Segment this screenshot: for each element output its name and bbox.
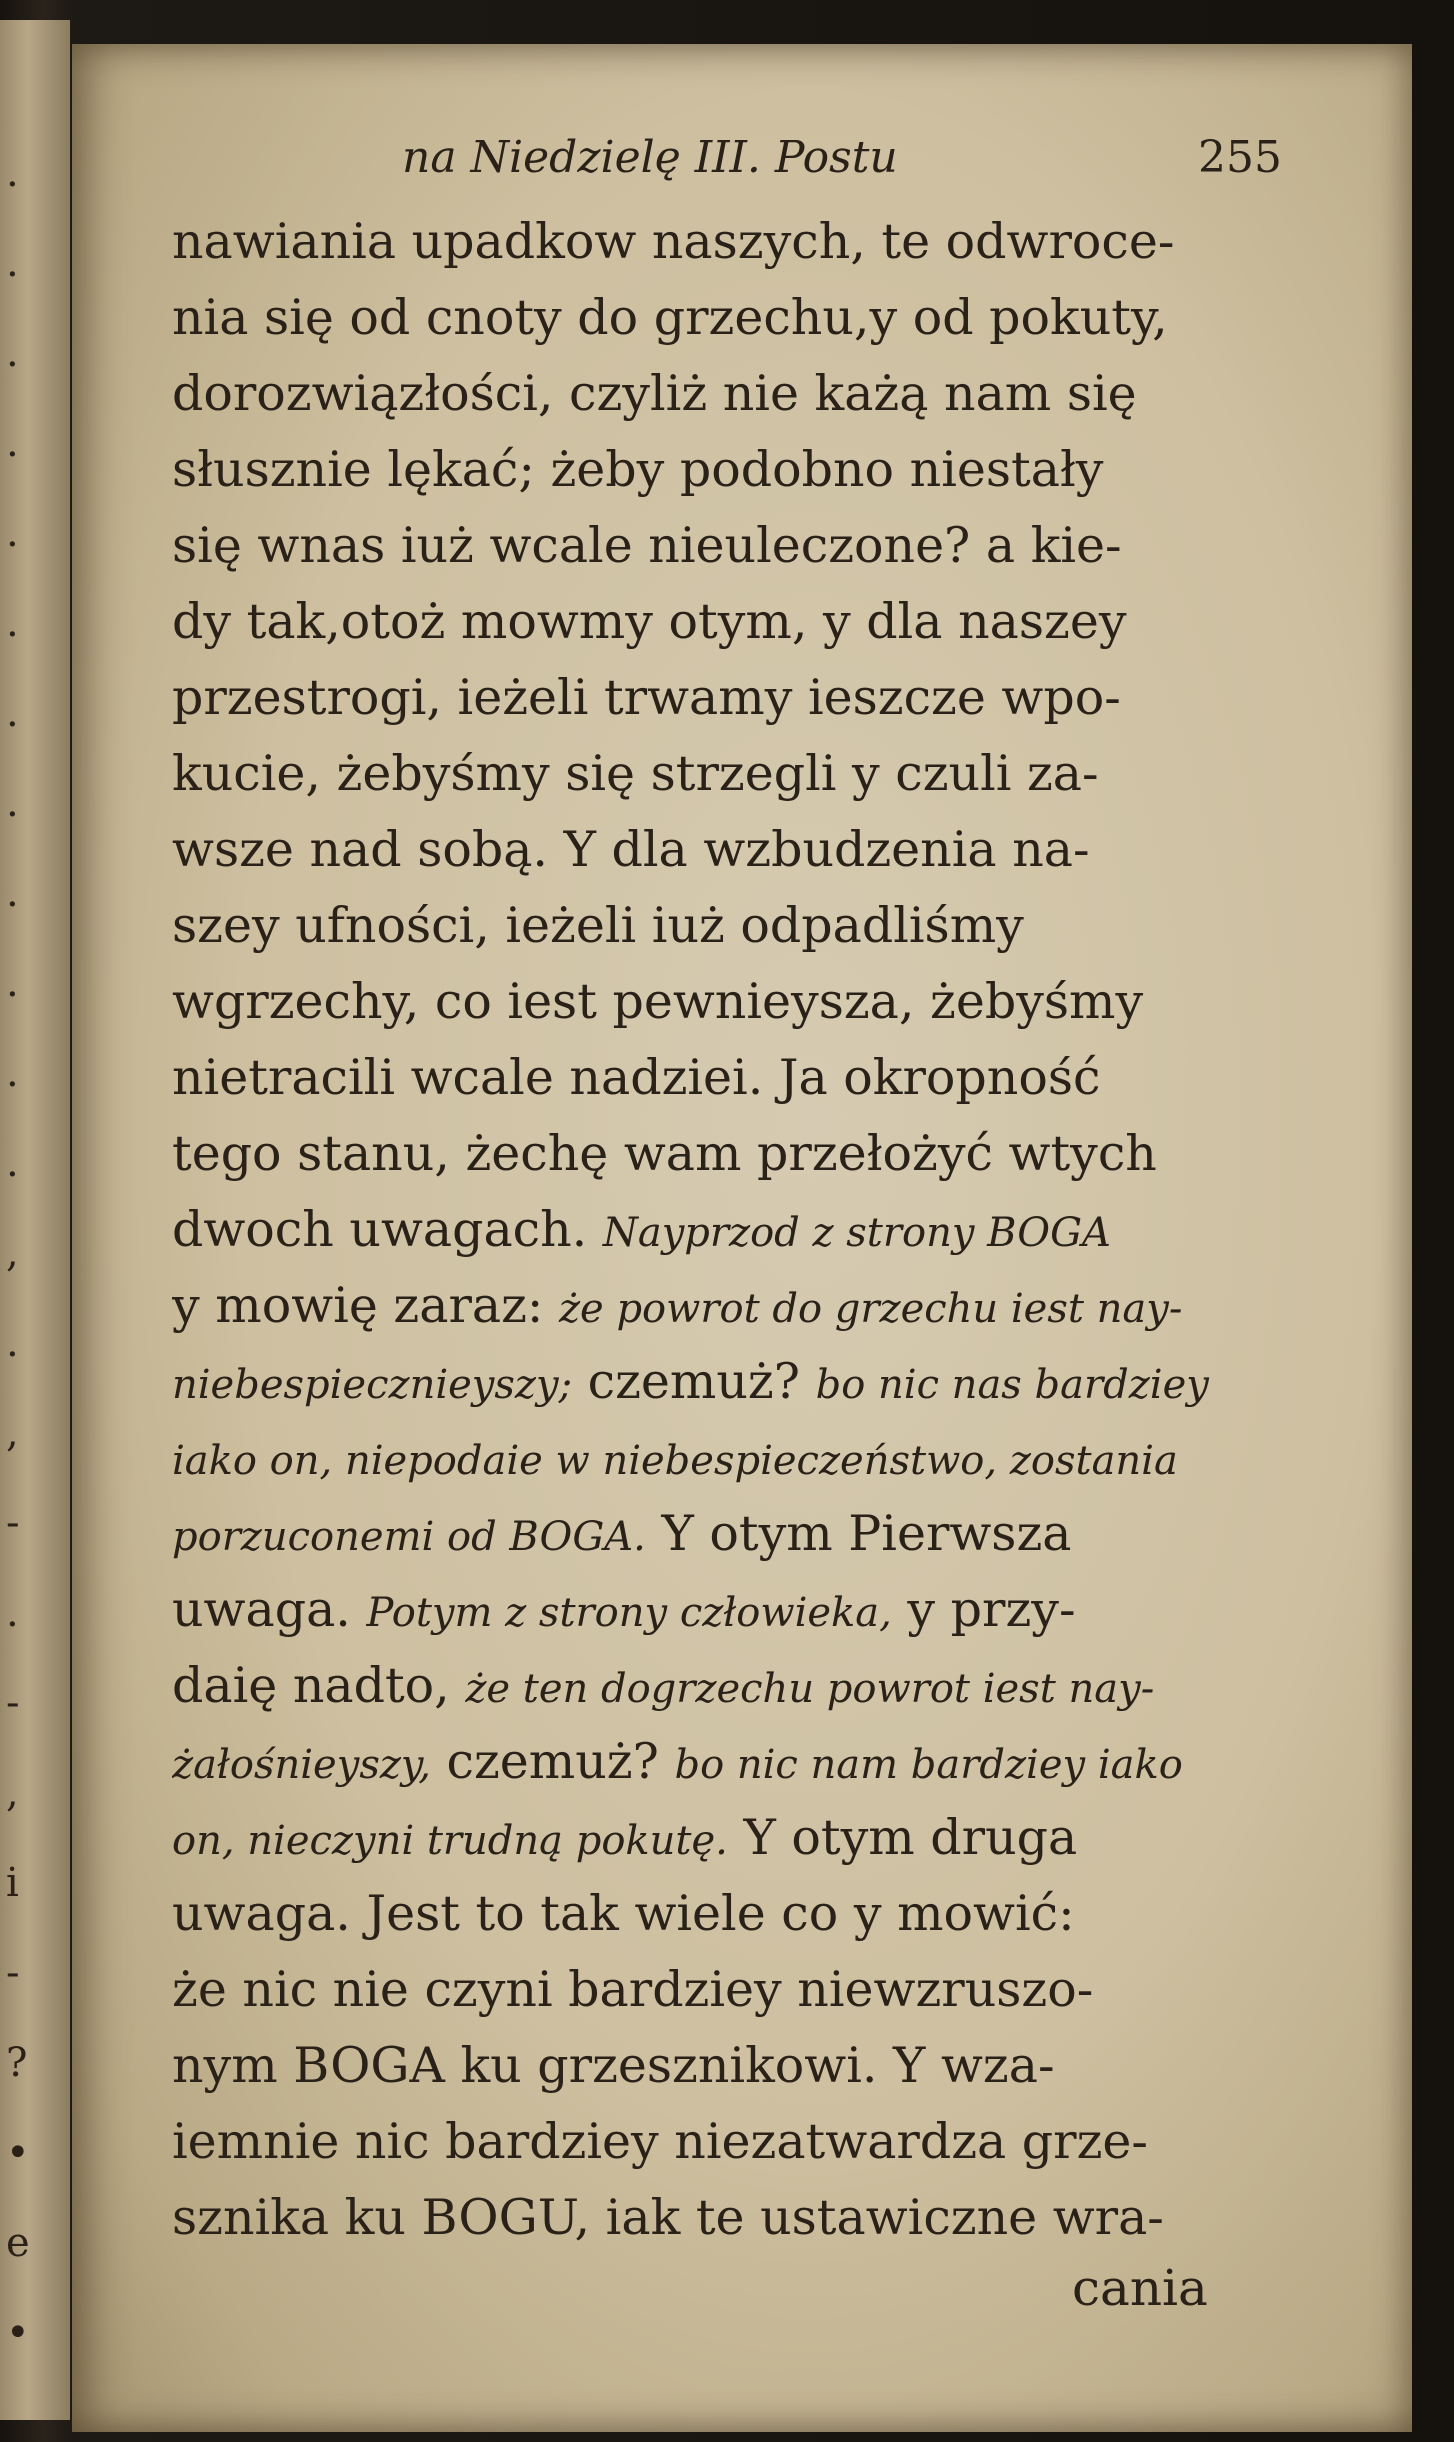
text-line — [172, 888, 1372, 964]
italic-segment: że ten dogrzechu powrot iest nay- — [465, 1666, 1155, 1712]
italic-segment: bo nic nas bardziey — [815, 1362, 1209, 1408]
facing-page-char: • — [6, 2310, 30, 2356]
text-line — [172, 736, 1372, 812]
body-text — [172, 204, 1372, 2256]
facing-page-char: , — [6, 1230, 19, 1276]
running-title: na Niedzielę III. Postu — [402, 132, 898, 183]
facing-page-char: . — [6, 1590, 19, 1636]
text-line — [172, 280, 1372, 356]
text-segment: uwaga. — [172, 1581, 367, 1638]
text-line — [172, 432, 1372, 508]
text-line — [172, 1040, 1372, 1116]
text-line — [172, 1800, 1372, 1876]
text-line — [172, 2104, 1372, 2180]
facing-page-char: . — [6, 330, 19, 376]
text-segment: iemnie nic bardziey niezatwardza grze- — [172, 2113, 1148, 2170]
italic-segment: że powrot do grzechu iest nay- — [558, 1286, 1183, 1332]
italic-segment: żałośnieyszy, — [172, 1742, 431, 1788]
text-line — [172, 508, 1372, 584]
text-line — [172, 964, 1372, 1040]
text-line — [172, 1116, 1372, 1192]
text-segment: się wnas iuż wcale nieuleczone? a kie- — [172, 517, 1122, 574]
facing-page-char: . — [6, 420, 19, 466]
text-segment: dorozwiązłości, czyliż nie każą nam się — [172, 365, 1137, 422]
text-line — [172, 2028, 1372, 2104]
text-line — [172, 1572, 1372, 1648]
text-line — [172, 204, 1372, 280]
text-line — [172, 1876, 1372, 1952]
text-segment: że nic nie czyni bardziey niewzruszo- — [172, 1961, 1094, 2018]
facing-page-char: . — [6, 600, 19, 646]
text-segment: uwaga. Jest to tak wiele co y mowić: — [172, 1885, 1075, 1942]
text-line — [172, 1192, 1372, 1268]
text-line — [172, 1952, 1372, 2028]
facing-page-char: - — [6, 1500, 20, 1546]
text-segment: y przy- — [891, 1581, 1076, 1638]
text-segment: wgrzechy, co iest pewnieysza, żebyśmy — [172, 973, 1144, 1030]
facing-page-char: . — [6, 780, 19, 826]
page-number: 255 — [1198, 132, 1282, 183]
text-line — [172, 1496, 1372, 1572]
text-segment: nia się od cnoty do grzechu,y od pokuty, — [172, 289, 1168, 346]
facing-page-char: e — [6, 2220, 30, 2266]
facing-page-char: . — [6, 1050, 19, 1096]
italic-segment: porzuconemi od BOGA. — [172, 1514, 646, 1560]
page-header — [402, 132, 1322, 202]
text-line — [172, 812, 1372, 888]
facing-page-char: , — [6, 1770, 19, 1816]
text-segment: nietracili wcale nadziei. Ja okropność — [172, 1049, 1101, 1106]
italic-segment: Nayprzod z strony BOGA — [602, 1210, 1111, 1256]
text-segment: kucie, żebyśmy się strzegli y czuli za- — [172, 745, 1099, 802]
text-segment: wsze nad sobą. Y dla wzbudzenia na- — [172, 821, 1090, 878]
text-segment: daię nadto, — [172, 1657, 466, 1714]
facing-page-char: . — [6, 960, 19, 1006]
text-segment: y mowię zaraz: — [172, 1277, 559, 1334]
text-segment: Y otym Pierwsza — [645, 1505, 1072, 1562]
italic-segment: bo nic nam bardziey iako — [674, 1742, 1183, 1788]
text-segment: czemuż? — [430, 1733, 675, 1790]
facing-page-char: . — [6, 150, 19, 196]
text-segment: sznika ku BOGU, iak te ustawiczne wra- — [172, 2189, 1164, 2246]
text-segment: czemuż? — [572, 1353, 816, 1410]
text-segment: nym BOGA ku grzesznikowi. Y wza- — [172, 2037, 1055, 2094]
facing-page-char: • — [6, 2130, 30, 2176]
facing-page-char: - — [6, 1950, 20, 1996]
facing-page-char: . — [6, 690, 19, 736]
text-segment: dy tak,otoż mowmy otym, y dla naszey — [172, 593, 1127, 650]
page — [72, 44, 1412, 2432]
text-segment: przestrogi, ieżeli trwamy ieszcze wpo- — [172, 669, 1121, 726]
text-segment: Y otym druga — [727, 1809, 1078, 1866]
facing-page-char: . — [6, 1320, 19, 1366]
facing-page-char: . — [6, 870, 19, 916]
facing-page-edge — [0, 20, 70, 2420]
text-line — [172, 1344, 1372, 1420]
text-segment: słusznie lękać; żeby podobno niestały — [172, 441, 1104, 498]
catchword: cania — [1072, 2259, 1208, 2317]
facing-page-char: i — [6, 1860, 19, 1906]
text-line — [172, 1420, 1372, 1496]
facing-page-char: , — [6, 1410, 19, 1456]
facing-page-char: . — [6, 240, 19, 286]
text-segment: tego stanu, żechę wam przełożyć wtych — [172, 1125, 1157, 1182]
text-segment: szey ufności, ieżeli iuż odpadliśmy — [172, 897, 1024, 954]
facing-page-char: . — [6, 510, 19, 556]
text-line — [172, 356, 1372, 432]
text-line — [172, 1724, 1372, 1800]
italic-segment: niebespiecznieyszy; — [172, 1362, 573, 1408]
text-line — [172, 1268, 1372, 1344]
text-segment: dwoch uwagach. — [172, 1201, 603, 1258]
facing-page-char: . — [6, 1140, 19, 1186]
text-line — [172, 2180, 1372, 2256]
italic-segment: iako on, niepodaie w niebespieczeństwo, zostania — [172, 1438, 1178, 1484]
text-line — [172, 584, 1372, 660]
text-segment: nawiania upadkow naszych, te odwroce- — [172, 213, 1175, 270]
facing-page-char: ? — [6, 2040, 28, 2086]
text-line — [172, 660, 1372, 736]
italic-segment: on, nieczyni trudną pokutę. — [172, 1818, 728, 1864]
facing-page-char: - — [6, 1680, 20, 1726]
italic-segment: Potym z strony człowieka, — [366, 1590, 892, 1636]
text-line — [172, 1648, 1372, 1724]
